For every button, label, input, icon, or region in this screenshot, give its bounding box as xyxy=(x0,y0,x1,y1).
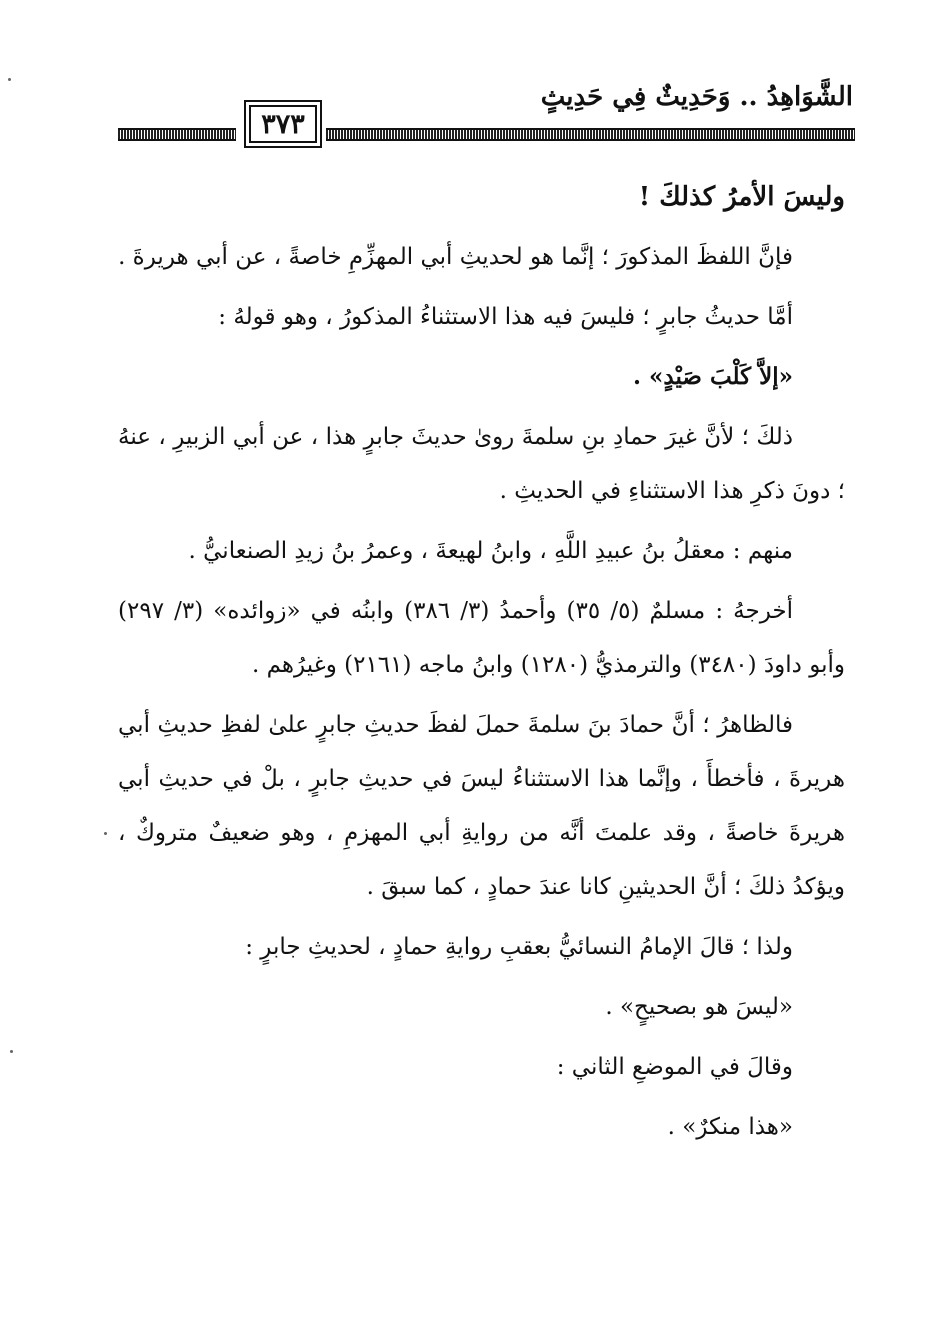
paragraph-3: ذلكَ ؛ لأنَّ غيرَ حمادِ بنِ سلمةَ روىٰ حديثَ جابرٍ هذا ، عن أبي الزبيرِ ، عنهُ ؛ دونَ ذكرِ هذا الاستثناءِ في الحديثِ . xyxy=(118,424,845,504)
header-rule-left xyxy=(118,128,236,141)
page-body xyxy=(118,170,845,1160)
running-title: الشَّوَاهِدُ .. وَحَدِيثٌ فِي حَدِيثٍ xyxy=(540,82,853,112)
paragraph-8: وقالَ في الموضعِ الثاني : xyxy=(556,1054,793,1080)
section-heading: وليسَ الأمرُ كذلكَ ! xyxy=(638,182,845,212)
hadith-quote: «إلاَّ كَلْبَ صَيْدٍ» . xyxy=(633,363,793,390)
nasai-quote-2: «هذا منكرٌ» . xyxy=(667,1114,793,1140)
scan-speck xyxy=(8,78,11,81)
header-rule-right xyxy=(326,128,855,141)
paragraph-5-citation: أخرجهُ : مسلمٌ (٥/ ٣٥) وأحمدُ (٣/ ٣٨٦) وابنُه في «زوائده» (٣/ ٢٩٧) وأبو داودَ (٣٤٨٠) والترمذيُّ (١٢٨٠) وابنُ ماجه (٢١٦١) وغيرُهم . xyxy=(118,598,845,678)
paragraph-7: ولذا ؛ قالَ الإمامُ النسائيُّ بعقبِ روايةِ حمادٍ ، لحديثِ جابرٍ : xyxy=(245,934,793,960)
paragraph-4: منهم : معقلُ بنُ عبيدِ اللَّهِ ، وابنُ لهيعةَ ، وعمرُ بنُ زيدِ الصنعانيُّ . xyxy=(188,538,793,564)
paragraph-1: فإنَّ اللفظَ المذكورَ ؛ إنَّما هو لحديثِ أبي المهزِّمِ خاصةً ، عن أبي هريرةَ . xyxy=(118,244,793,270)
scan-speck xyxy=(10,1050,13,1053)
paragraph-6: فالظاهرُ ؛ أنَّ حمادَ بنَ سلمةَ حملَ لفظَ حديثِ جابرٍ علىٰ لفظِ حديثِ أبي هريرةَ ، فأخطأَ ، وإنَّما هذا الاستثناءُ ليسَ في حديثِ جابرٍ ، بلْ في حديثِ أبي هريرةَ خاصةً ، وقد علمتَ أنَّه من روايةِ أبي المهزمِ ، وهو ضعيفٌ متروكٌ ، ويؤكدُ ذلكَ ؛ أنَّ الحديثينِ كانا عندَ حمادٍ ، كما سبقَ . xyxy=(118,712,845,900)
paragraph-2-intro: أمَّا حديثُ جابرٍ ؛ فليسَ فيه هذا الاستثناءُ المذكورُ ، وهو قولهُ : xyxy=(218,304,793,330)
page-number: ٣٧٣ xyxy=(244,100,322,148)
scan-speck xyxy=(104,832,107,835)
nasai-quote-1: «ليسَ هو بصحيحٍ» . xyxy=(605,994,793,1020)
